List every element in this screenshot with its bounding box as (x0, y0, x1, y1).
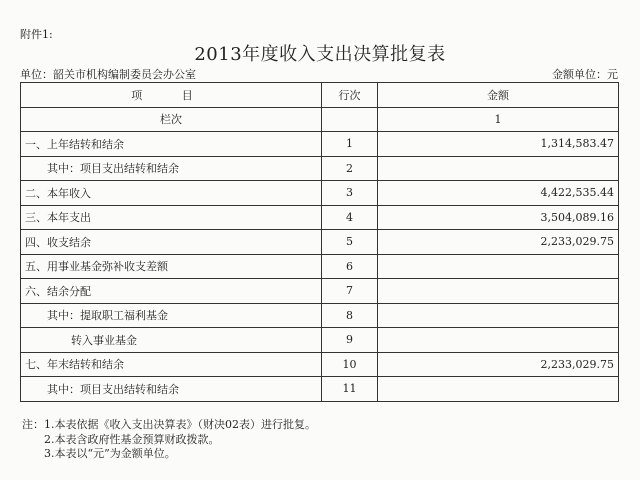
row-line: 11 (322, 377, 378, 402)
column-index-amount: 1 (378, 107, 619, 132)
table-row (21, 132, 619, 157)
note-line: 2.本表含政府性基金预算财政拨款。 (44, 432, 220, 446)
attachment-label: 附件1: (20, 28, 53, 41)
row-amount (378, 156, 619, 181)
row-line: 6 (322, 254, 378, 279)
table-row (21, 181, 619, 206)
row-amount: 2,233,029.75 (378, 352, 619, 377)
header-amount: 金额 (378, 83, 619, 108)
unit-label: 单位：韶关市机构编制委员会办公室 (20, 68, 196, 81)
row-amount (378, 377, 619, 402)
table-row (21, 377, 619, 402)
row-item: 四、收支结余 (21, 230, 322, 255)
row-line: 7 (322, 279, 378, 304)
row-line: 1 (322, 132, 378, 157)
row-line: 10 (322, 352, 378, 377)
note-prefix: 注： (22, 418, 44, 431)
table-row (21, 254, 619, 279)
page-title: 2013年度收入支出决算批复表 (194, 44, 446, 65)
table-row (21, 279, 619, 304)
row-amount: 4,422,535.44 (378, 181, 619, 206)
footnotes (22, 418, 316, 462)
note-line: 3.本表以“元”为金额单位。 (44, 447, 176, 460)
header-item: 项 目 (21, 83, 322, 108)
table-row (21, 230, 619, 255)
row-item: 七、年末结转和结余 (21, 352, 322, 377)
row-line: 4 (322, 205, 378, 230)
row-amount (378, 254, 619, 279)
table-header-row (21, 83, 619, 108)
row-item: 二、本年收入 (21, 181, 322, 206)
row-line: 3 (322, 181, 378, 206)
row-amount: 3,504,089.16 (378, 205, 619, 230)
column-index-line (322, 107, 378, 132)
row-line: 5 (322, 230, 378, 255)
row-line: 9 (322, 328, 378, 353)
row-amount (378, 279, 619, 304)
row-amount (378, 328, 619, 353)
table-row (21, 328, 619, 353)
table-row (21, 205, 619, 230)
row-item: 一、上年结转和结余 (21, 132, 322, 157)
row-amount (378, 303, 619, 328)
currency-unit-label: 金额单位：元 (552, 68, 618, 81)
note-line: 1.本表依据《收入支出决算表》（财决02表）进行批复。 (44, 418, 316, 431)
column-index-label: 栏次 (21, 107, 322, 132)
table-row (21, 352, 619, 377)
row-item: 六、结余分配 (21, 279, 322, 304)
row-amount: 2,233,029.75 (378, 230, 619, 255)
row-item: 五、用事业基金弥补收支差额 (21, 254, 322, 279)
row-item: 三、本年支出 (21, 205, 322, 230)
table-row (21, 303, 619, 328)
row-item: 其中：项目支出结转和结余 (21, 377, 322, 402)
row-item: 其中：项目支出结转和结余 (21, 156, 322, 181)
row-line: 8 (322, 303, 378, 328)
approval-table (20, 82, 619, 402)
column-index-row (21, 107, 619, 132)
row-item: 转入事业基金 (21, 328, 322, 353)
row-line: 2 (322, 156, 378, 181)
row-item: 其中：提取职工福利基金 (21, 303, 322, 328)
row-amount: 1,314,583.47 (378, 132, 619, 157)
header-line: 行次 (322, 83, 378, 108)
table-row (21, 156, 619, 181)
